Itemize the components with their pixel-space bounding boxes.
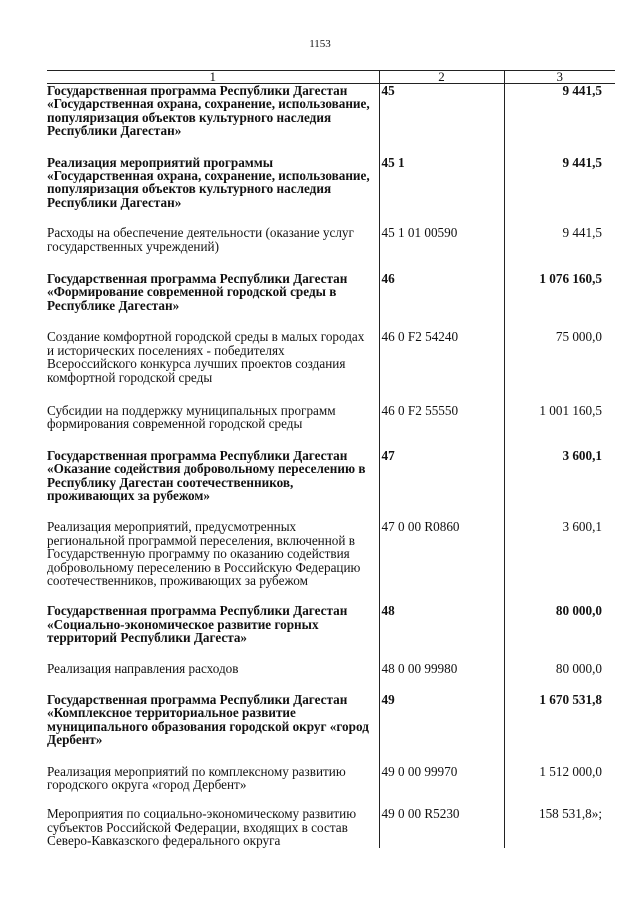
row-name-cell: Создание комфортной городской среды в малых городах и исторических поселениях - победителях Всероссийского конкурса лучших проектов создания комфортной городской среды bbox=[47, 329, 365, 385]
row-code-cell: 45 1 bbox=[379, 156, 504, 210]
gap-cell bbox=[504, 791, 615, 807]
gap-cell bbox=[379, 384, 504, 404]
column-header-code: 2 bbox=[379, 71, 504, 84]
row-name-cell: Реализация мероприятий по комплексному развитию городского округа «город Дербент» bbox=[47, 763, 346, 793]
gap-cell bbox=[504, 747, 615, 765]
row-code-cell: 49 bbox=[379, 693, 504, 747]
table-row bbox=[47, 449, 615, 503]
gap-cell bbox=[379, 675, 504, 693]
row-gap bbox=[47, 209, 615, 226]
budget-table bbox=[47, 70, 615, 848]
row-gap bbox=[47, 645, 615, 662]
row-name-cell: Государственная программа Республики Дагестан «Формирование современной городской среды в Республике Дагестан» bbox=[47, 271, 348, 313]
row-amount-cell: 3 600,1 bbox=[504, 520, 615, 587]
row-code-cell: 47 bbox=[379, 449, 504, 503]
row-code-cell: 49 0 00 99970 bbox=[379, 765, 504, 792]
gap-cell bbox=[47, 138, 379, 156]
gap-cell bbox=[504, 312, 615, 330]
row-amount-cell: 80 000,0 bbox=[504, 662, 615, 675]
table-row bbox=[47, 84, 615, 138]
row-amount-cell: 9 441,5 bbox=[504, 84, 615, 138]
row-gap bbox=[47, 253, 615, 272]
row-name-cell: Государственная программа Республики Дагестан «Оказание содействия добровольному переселению в Республику Дагестан соотечественников, проживающих за рубежом» bbox=[47, 447, 366, 503]
row-amount-cell: 9 441,5 bbox=[504, 226, 615, 253]
row-name-cell: Реализация мероприятий, предусмотренных региональной программой переселения, включенной в Государственную программу по оказанию содействия добровольному переселению в Российскую Федерацию соотечественников, проживающих за рубежом bbox=[47, 519, 361, 588]
row-code-cell: 46 bbox=[379, 272, 504, 312]
gap-cell bbox=[379, 431, 504, 449]
row-name-cell: Реализация мероприятий программы «Государственная охрана, сохранение, использование, популяризация объектов культурного наследия Республики Дагестан» bbox=[47, 154, 370, 210]
table-row bbox=[47, 520, 615, 587]
gap-cell bbox=[47, 502, 379, 520]
gap-cell bbox=[379, 747, 504, 765]
gap-cell bbox=[379, 312, 504, 330]
gap-cell bbox=[47, 209, 379, 226]
row-amount-cell: 1 512 000,0 bbox=[504, 765, 615, 792]
gap-cell bbox=[379, 209, 504, 226]
row-code-cell: 48 bbox=[379, 604, 504, 644]
row-gap bbox=[47, 312, 615, 330]
row-code-cell: 48 0 00 99980 bbox=[379, 662, 504, 675]
table-row bbox=[47, 807, 615, 847]
row-amount-cell: 75 000,0 bbox=[504, 330, 615, 384]
row-name-cell: Реализация направления расходов bbox=[47, 660, 239, 676]
row-name-cell: Мероприятия по социально-экономическому развитию субъектов Российской Федерации, входящих в состав Северо-Кавказского федерального округа bbox=[47, 806, 357, 849]
row-gap bbox=[47, 791, 615, 807]
gap-cell bbox=[47, 253, 379, 272]
table-row bbox=[47, 404, 615, 431]
table-header-row bbox=[47, 71, 615, 84]
table-row bbox=[47, 662, 615, 675]
gap-cell bbox=[379, 587, 504, 604]
table-row bbox=[47, 330, 615, 384]
row-code-cell: 49 0 00 R5230 bbox=[379, 807, 504, 847]
gap-cell bbox=[47, 645, 379, 662]
row-gap bbox=[47, 384, 615, 404]
column-header-amount: 3 bbox=[504, 71, 615, 84]
table-row bbox=[47, 226, 615, 253]
gap-cell bbox=[504, 502, 615, 520]
column-header-name: 1 bbox=[47, 71, 379, 84]
gap-cell bbox=[47, 587, 379, 604]
row-gap bbox=[47, 747, 615, 765]
gap-cell bbox=[504, 587, 615, 604]
table-row bbox=[47, 765, 615, 792]
table-row bbox=[47, 604, 615, 644]
gap-cell bbox=[379, 791, 504, 807]
gap-cell bbox=[504, 253, 615, 272]
page-number: 1153 bbox=[309, 38, 331, 50]
gap-cell bbox=[47, 675, 379, 693]
gap-cell bbox=[47, 431, 379, 449]
row-name-cell: Субсидии на поддержку муниципальных программ формирования современной городской среды bbox=[47, 402, 336, 432]
row-gap bbox=[47, 138, 615, 156]
row-code-cell: 45 bbox=[379, 84, 504, 138]
table-body bbox=[47, 84, 615, 848]
table-row bbox=[47, 693, 615, 747]
row-name-cell: Расходы на обеспечение деятельности (оказание услуг государственных учреждений) bbox=[47, 225, 354, 254]
row-amount-cell: 9 441,5 bbox=[504, 156, 615, 210]
row-amount-cell: 158 531,8»; bbox=[504, 807, 615, 847]
gap-cell bbox=[504, 675, 615, 693]
row-code-cell: 47 0 00 R0860 bbox=[379, 520, 504, 587]
row-code-cell: 46 0 F2 55550 bbox=[379, 404, 504, 431]
row-gap bbox=[47, 431, 615, 449]
table-row bbox=[47, 272, 615, 312]
table-row bbox=[47, 156, 615, 210]
row-code-cell: 45 1 01 00590 bbox=[379, 226, 504, 253]
gap-cell bbox=[47, 791, 379, 807]
row-amount-cell: 80 000,0 bbox=[504, 604, 615, 644]
row-amount-cell: 1 670 531,8 bbox=[504, 693, 615, 747]
gap-cell bbox=[47, 747, 379, 765]
gap-cell bbox=[504, 138, 615, 156]
gap-cell bbox=[379, 502, 504, 520]
row-amount-cell: 1 001 160,5 bbox=[504, 404, 615, 431]
gap-cell bbox=[504, 209, 615, 226]
gap-cell bbox=[504, 384, 615, 404]
row-gap bbox=[47, 587, 615, 604]
gap-cell bbox=[47, 384, 379, 404]
row-name-cell: Государственная программа Республики Дагестан «Социально-экономическое развитие горных территорий Республики Дагеста» bbox=[47, 603, 348, 646]
row-amount-cell: 3 600,1 bbox=[504, 449, 615, 503]
row-amount-cell: 1 076 160,5 bbox=[504, 272, 615, 312]
row-gap bbox=[47, 502, 615, 520]
gap-cell bbox=[379, 253, 504, 272]
row-name-cell: Государственная программа Республики Дагестан «Государственная охрана, сохранение, использование, популяризация объектов культурного наследия Республики Дагестан» bbox=[47, 83, 370, 139]
row-code-cell: 46 0 F2 54240 bbox=[379, 330, 504, 384]
gap-cell bbox=[379, 645, 504, 662]
gap-cell bbox=[504, 431, 615, 449]
gap-cell bbox=[379, 138, 504, 156]
row-gap bbox=[47, 675, 615, 693]
row-name-cell: Государственная программа Республики Дагестан «Комплексное территориальное развитие муниципального образования городской округ «город Дербент» bbox=[47, 692, 369, 748]
gap-cell bbox=[47, 312, 379, 330]
gap-cell bbox=[504, 645, 615, 662]
